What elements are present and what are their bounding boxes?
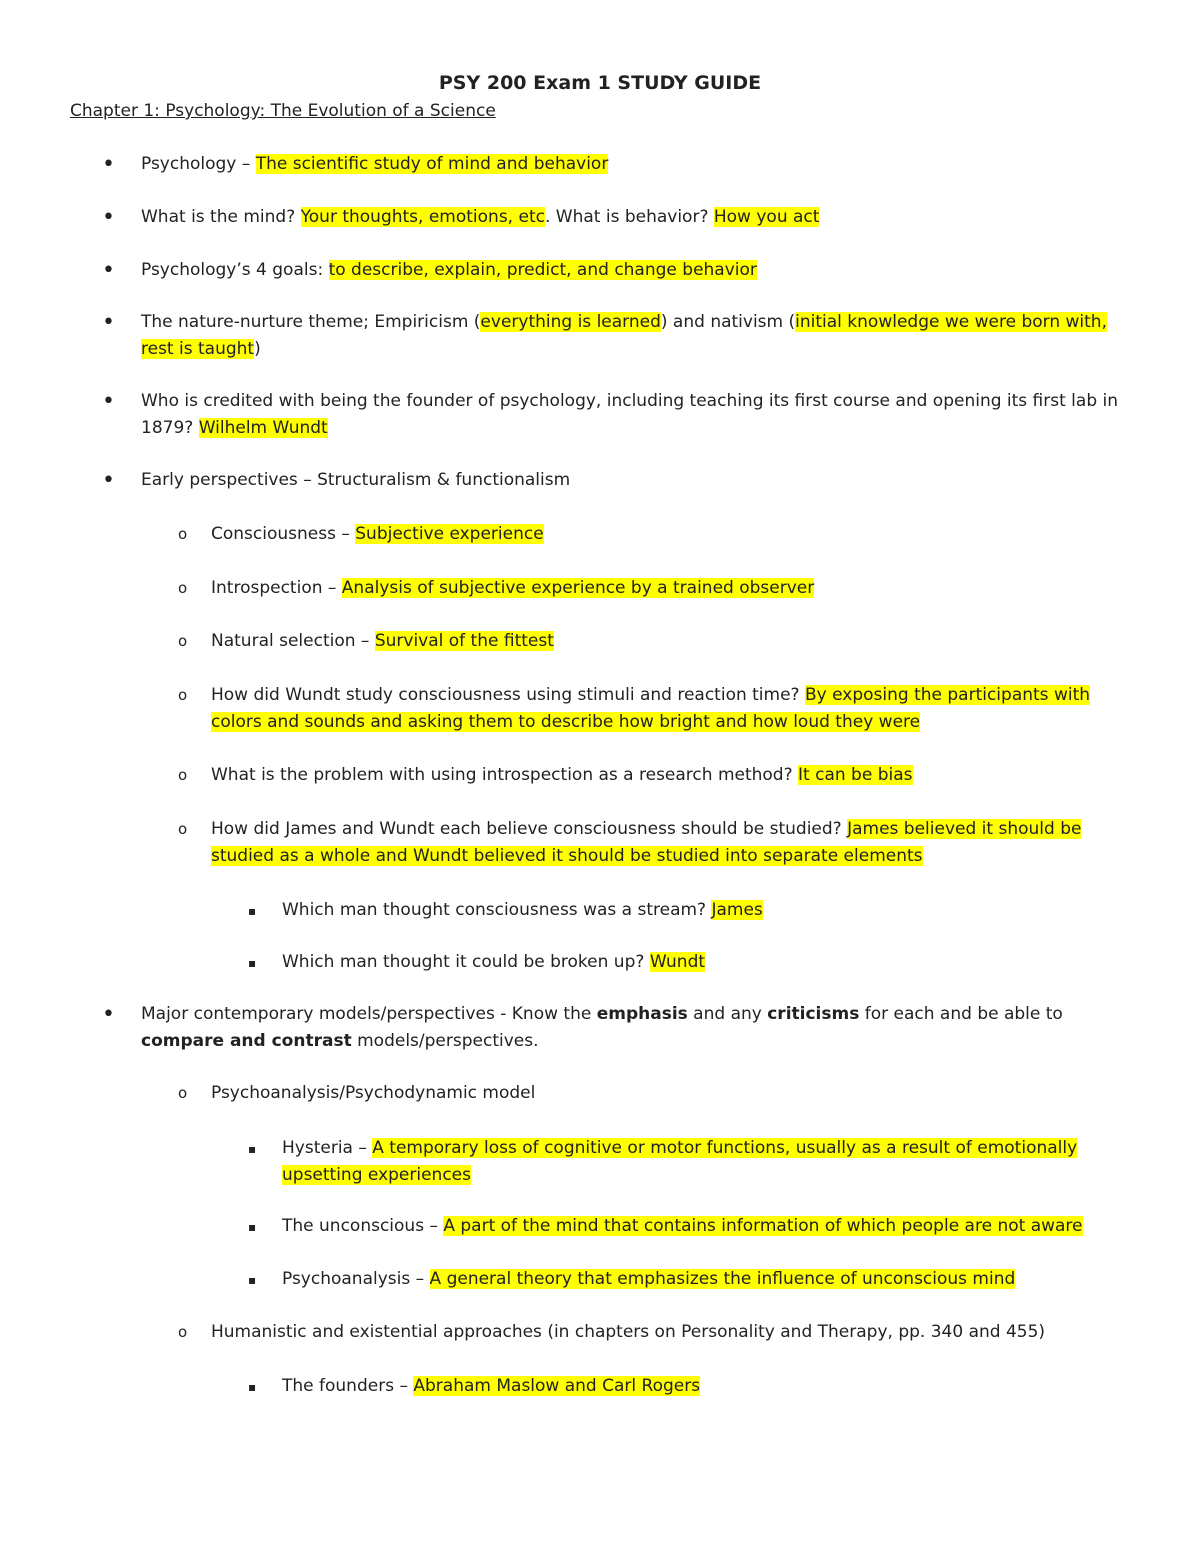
highlighted-answer: Abraham Maslow and Carl Rogers [413,1376,701,1396]
list-item-consciousness: Consciousness – Subjective experience [211,524,544,544]
square-bullet-icon [248,949,256,977]
highlighted-answer: By exposing the participants with colors and sounds and asking them to describe how bright and how loud they were [211,685,1091,732]
list-item-major-models: Major contemporary models/perspectives - Know the emphasis and any criticisms for each and be able to compare and contrast models/perspectives. [141,1004,1063,1051]
list-item-introspection: Introspection – Analysis of subjective experience by a trained observer [211,578,815,598]
bullet-icon [102,467,115,496]
sub-bullet-icon [178,1080,187,1107]
square-bullet-icon [248,1213,256,1241]
bullet-icon [102,309,115,338]
list-item-natural-selection: Natural selection – Survival of the fittest [211,631,554,651]
square-bullet-icon [248,1266,256,1294]
highlighted-answer: A part of the mind that contains information of which people are not aware [443,1216,1083,1236]
highlighted-answer: James believed it should be studied as a whole and Wundt believed it should be studied into separate elements [211,819,1082,866]
sub-bullet-icon [178,762,187,789]
sub-bullet-icon [178,521,187,548]
bullet-icon [102,151,115,180]
sub-bullet-icon [178,816,187,843]
list-item-psychoanalysis: Psychoanalysis – A general theory that emphasizes the influence of unconscious mind [282,1269,1016,1289]
highlighted-answer: How you act [713,207,820,227]
list-item-unconscious: The unconscious – A part of the mind that contains information of which people are not aware [282,1216,1083,1236]
bullet-icon [102,388,115,417]
highlighted-answer: Your thoughts, emotions, etc [300,207,545,227]
highlighted-answer: everything is learned [480,312,661,332]
list-item-wundt-study: How did Wundt study consciousness using stimuli and reaction time? By exposing the participants with colors and sounds and asking them to describe how bright and how loud they were [211,685,1091,732]
list-item-psychodynamic: Psychoanalysis/Psychodynamic model [211,1083,536,1103]
highlighted-answer: Subjective experience [355,524,544,544]
square-bullet-icon [248,1373,256,1401]
list-item-founder: Who is credited with being the founder of psychology, including teaching its first course and opening its first lab in 1879? Wilhelm Wundt [141,391,1119,438]
sub-bullet-icon [178,682,187,709]
highlighted-answer: Analysis of subjective experience by a trained observer [341,578,815,598]
highlighted-answer: to describe, explain, predict, and change behavior [328,260,757,280]
list-item-founders: The founders – Abraham Maslow and Carl Rogers [282,1376,701,1396]
list-item-early-perspectives: Early perspectives – Structuralism & functionalism [141,470,571,490]
list-item-goals: Psychology’s 4 goals: to describe, explain, predict, and change behavior [141,260,757,280]
list-item-stream: Which man thought consciousness was a stream? James [282,900,763,920]
highlighted-answer: James [711,900,763,920]
document-title: PSY 200 Exam 1 STUDY GUIDE [438,72,762,94]
list-item-psychology: Psychology – The scientific study of mind and behavior [141,154,609,174]
highlighted-answer: Survival of the fittest [374,631,554,651]
bullet-icon [102,204,115,233]
highlighted-answer: It can be bias [798,765,913,785]
list-item-mind: What is the mind? Your thoughts, emotions, etc. What is behavior? How you act [141,207,820,227]
chapter-heading: Chapter 1: Psychology: The Evolution of a Science [70,101,496,121]
square-bullet-icon [248,1135,256,1163]
list-item-introspection-problem: What is the problem with using introspection as a research method? It can be bias [211,765,913,785]
bullet-icon [102,1001,115,1030]
highlighted-answer: A general theory that emphasizes the influence of unconscious mind [429,1269,1016,1289]
highlighted-answer: The scientific study of mind and behavior [255,154,609,174]
highlighted-answer: A temporary loss of cognitive or motor functions, usually as a result of emotionally upsetting experiences [282,1138,1078,1185]
list-item-james-wundt: How did James and Wundt each believe consciousness should be studied? James believed it should be studied as a whole and Wundt believed it should be studied into separate elements [211,819,1082,866]
bullet-icon [102,257,115,286]
list-item-humanistic: Humanistic and existential approaches (in chapters on Personality and Therapy, pp. 340 and 455) [211,1322,1046,1342]
list-item-hysteria: Hysteria – A temporary loss of cognitive or motor functions, usually as a result of emotionally upsetting experiences [282,1138,1078,1185]
sub-bullet-icon [178,1319,187,1346]
list-item-broken-up: Which man thought it could be broken up? Wundt [282,952,706,972]
square-bullet-icon [248,897,256,925]
list-item-nature-nurture: The nature-nurture theme; Empiricism (everything is learned) and nativism (initial knowledge we were born with, rest is taught) [141,312,1107,359]
sub-bullet-icon [178,628,187,655]
highlighted-answer: initial knowledge we were born with, rest is taught [141,312,1107,359]
sub-bullet-icon [178,575,187,602]
highlighted-answer: Wilhelm Wundt [198,418,328,438]
highlighted-answer: Wundt [649,952,706,972]
